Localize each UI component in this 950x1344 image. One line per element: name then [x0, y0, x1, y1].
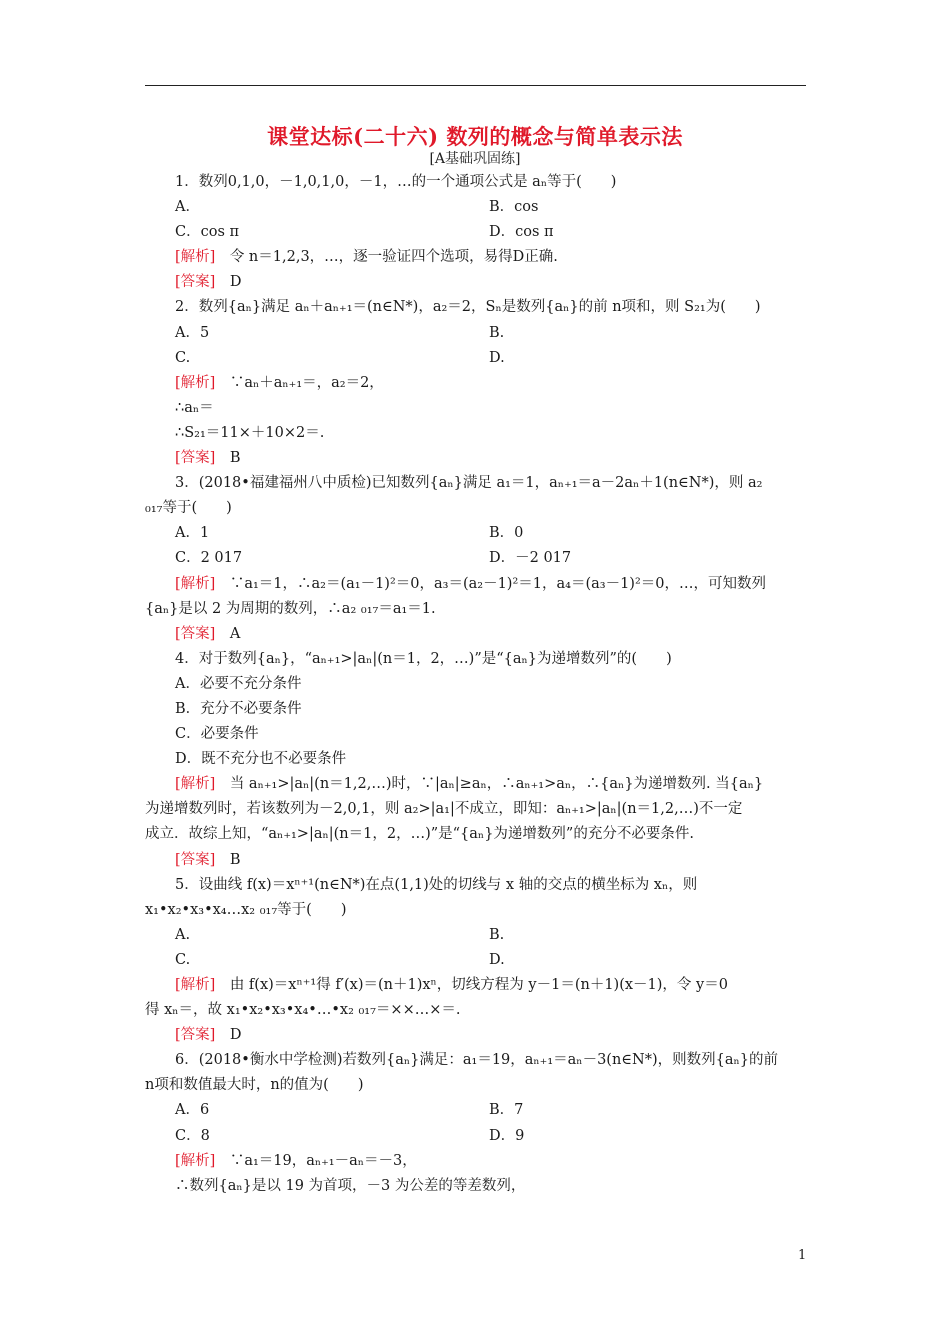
analysis-tag: [解析]: [175, 1152, 216, 1169]
text-line: 为递增数列时，若该数列为－2,0,1，则 a₂>|a₁|不成立，即知：aₙ₊₁>|aₙ|(n＝1,2,…)不一定: [145, 801, 743, 818]
option-right: D.: [489, 349, 505, 366]
answer-line: [145, 622, 807, 647]
text-line: 3．(2018•福建福州八中质检)已知数列{aₙ}满足 a₁＝1，aₙ₊₁＝a－2aₙ＋1(n∈N*)，则 a₂: [175, 475, 763, 492]
text-line: x₁•x₂•x₃•x₄…x₂ ₀₁₇等于( ): [145, 901, 347, 918]
option-right: D.: [489, 951, 505, 968]
text-line: 1．数列0,1,0，－1,0,1,0，－1，…的一个通项公式是 aₙ等于( ): [175, 174, 617, 190]
line-text: B: [215, 851, 241, 868]
line-text: D: [215, 1027, 242, 1044]
answer-line: [145, 1023, 807, 1048]
option-right: D．9: [489, 1127, 525, 1144]
text-line: B．充分不必要条件: [175, 700, 302, 717]
text-line: 得 xₙ＝，故 x₁•x₂•x₃•x₄•…•x₂ ₀₁₇＝××…×＝.: [145, 1002, 461, 1019]
text-line: ∴aₙ＝: [175, 399, 214, 416]
text-line: {aₙ}是以 2 为周期的数列，∴a₂ ₀₁₇＝a₁＝1.: [145, 600, 436, 617]
analysis-tag: [解析]: [175, 249, 216, 266]
line-text: 由 f(x)＝xⁿ⁺¹得 f′(x)＝(n＋1)xⁿ，切线方程为 y－1＝(n＋1)(x－1)，令 y＝0: [215, 977, 728, 993]
option-row: [145, 546, 807, 571]
answer-tag: [答案]: [175, 851, 216, 868]
analysis-tag: [解析]: [175, 977, 216, 993]
option-left: A．5: [175, 324, 210, 341]
option-left: C．2 017: [175, 550, 243, 567]
analysis-line: [145, 572, 807, 597]
answer-tag: [答案]: [175, 625, 216, 642]
option-row: [145, 346, 807, 371]
text-line: 5．设曲线 f(x)＝xⁿ⁺¹(n∈N*)在点(1,1)处的切线与 x 轴的交点的横坐标为 xₙ，则: [175, 876, 698, 893]
answer-tag: [答案]: [175, 450, 216, 467]
text-line: 2．数列{aₙ}满足 aₙ＋aₙ₊₁＝(n∈N*)，a₂＝2，Sₙ是数列{aₙ}的前 n项和，则 S₂₁为( ): [175, 299, 761, 316]
answer-tag: [答案]: [175, 1027, 216, 1044]
line-text: B: [215, 450, 241, 467]
analysis-tag: [解析]: [175, 575, 216, 592]
option-row: [145, 1098, 807, 1123]
option-row: [145, 521, 807, 546]
option-right: B．7: [489, 1102, 524, 1119]
line-text: ∵a₁＝1，∴a₂＝(a₁－1)²＝0，a₃＝(a₂－1)²＝1，a₄＝(a₃－1)²＝0，…，可知数列: [215, 575, 766, 592]
option-right: D．－2 017: [489, 550, 572, 567]
line-text: 令 n＝1,2,3，…，逐一验证四个选项，易得D正确.: [215, 249, 558, 266]
option-right: B．cos: [489, 199, 539, 216]
text-line: ₀₁₇等于( ): [145, 500, 232, 517]
document-body: [145, 170, 807, 1199]
line-text: 当 aₙ₊₁>|aₙ|(n＝1,2,…)时，∵|aₙ|≥aₙ，∴aₙ₊₁>aₙ，∴{aₙ}为递增数列. 当{aₙ}: [215, 776, 764, 793]
analysis-line: [145, 245, 807, 270]
option-row: [145, 948, 807, 973]
page-number: 1: [798, 1248, 807, 1263]
option-row: [145, 195, 807, 220]
text-line: ∴数列{aₙ}是以 19 为首项，－3 为公差的等差数列，: [175, 1177, 526, 1194]
analysis-line: [145, 772, 807, 797]
analysis-tag: [解析]: [175, 374, 216, 391]
text-line: 成立．故综上知，“aₙ₊₁>|aₙ|(n＝1，2，…)”是“{aₙ}为递增数列”的充分不必要条件.: [145, 826, 694, 843]
text-line: D．既不充分也不必要条件: [175, 751, 347, 768]
line-text: D: [215, 274, 242, 291]
option-row: [145, 321, 807, 346]
text-line: 6．(2018•衡水中学检测)若数列{aₙ}满足：a₁＝19，aₙ₊₁＝aₙ－3(n∈N*)，则数列{aₙ}的前: [175, 1052, 778, 1069]
text-line: 4．对于数列{aₙ}，“aₙ₊₁>|aₙ|(n＝1，2，…)”是“{aₙ}为递增数列”的( ): [175, 650, 672, 667]
option-left: A．1: [175, 525, 210, 542]
option-left: C.: [175, 349, 191, 366]
text-line: C．必要条件: [175, 726, 259, 743]
answer-line: [145, 848, 807, 873]
option-right: B.: [489, 324, 505, 341]
header-rule: [145, 85, 806, 86]
option-left: C．cos π: [175, 224, 240, 241]
option-left: A．6: [175, 1102, 210, 1119]
answer-line: [145, 446, 807, 471]
line-text: A: [215, 625, 241, 642]
analysis-line: [145, 371, 807, 396]
text-line: ∴S₂₁＝11×＋10×2＝.: [175, 424, 325, 441]
line-text: ∵aₙ＋aₙ₊₁＝，a₂＝2，: [215, 374, 384, 391]
section-subtitle: [A基础巩固练]: [429, 151, 521, 167]
page-title: 课堂达标(二十六) 数列的概念与简单表示法: [267, 124, 683, 149]
option-left: A．: [175, 199, 200, 216]
option-left: A.: [175, 926, 191, 943]
option-right: B.: [489, 926, 505, 943]
text-line: A．必要不充分条件: [175, 675, 302, 692]
option-right: D．cos π: [489, 224, 554, 241]
option-right: B．0: [489, 525, 524, 542]
option-row: [145, 220, 807, 245]
answer-tag: [答案]: [175, 274, 216, 291]
analysis-line: [145, 1149, 807, 1174]
option-row: [145, 1124, 807, 1149]
answer-line: [145, 270, 807, 295]
option-row: [145, 923, 807, 948]
text-line: n项和数值最大时，n的值为( ): [145, 1077, 364, 1094]
analysis-tag: [解析]: [175, 776, 216, 793]
analysis-line: [145, 973, 807, 998]
option-left: C．8: [175, 1127, 210, 1144]
line-text: ∵a₁＝19，aₙ₊₁－aₙ＝－3，: [215, 1152, 417, 1169]
option-left: C.: [175, 951, 191, 968]
